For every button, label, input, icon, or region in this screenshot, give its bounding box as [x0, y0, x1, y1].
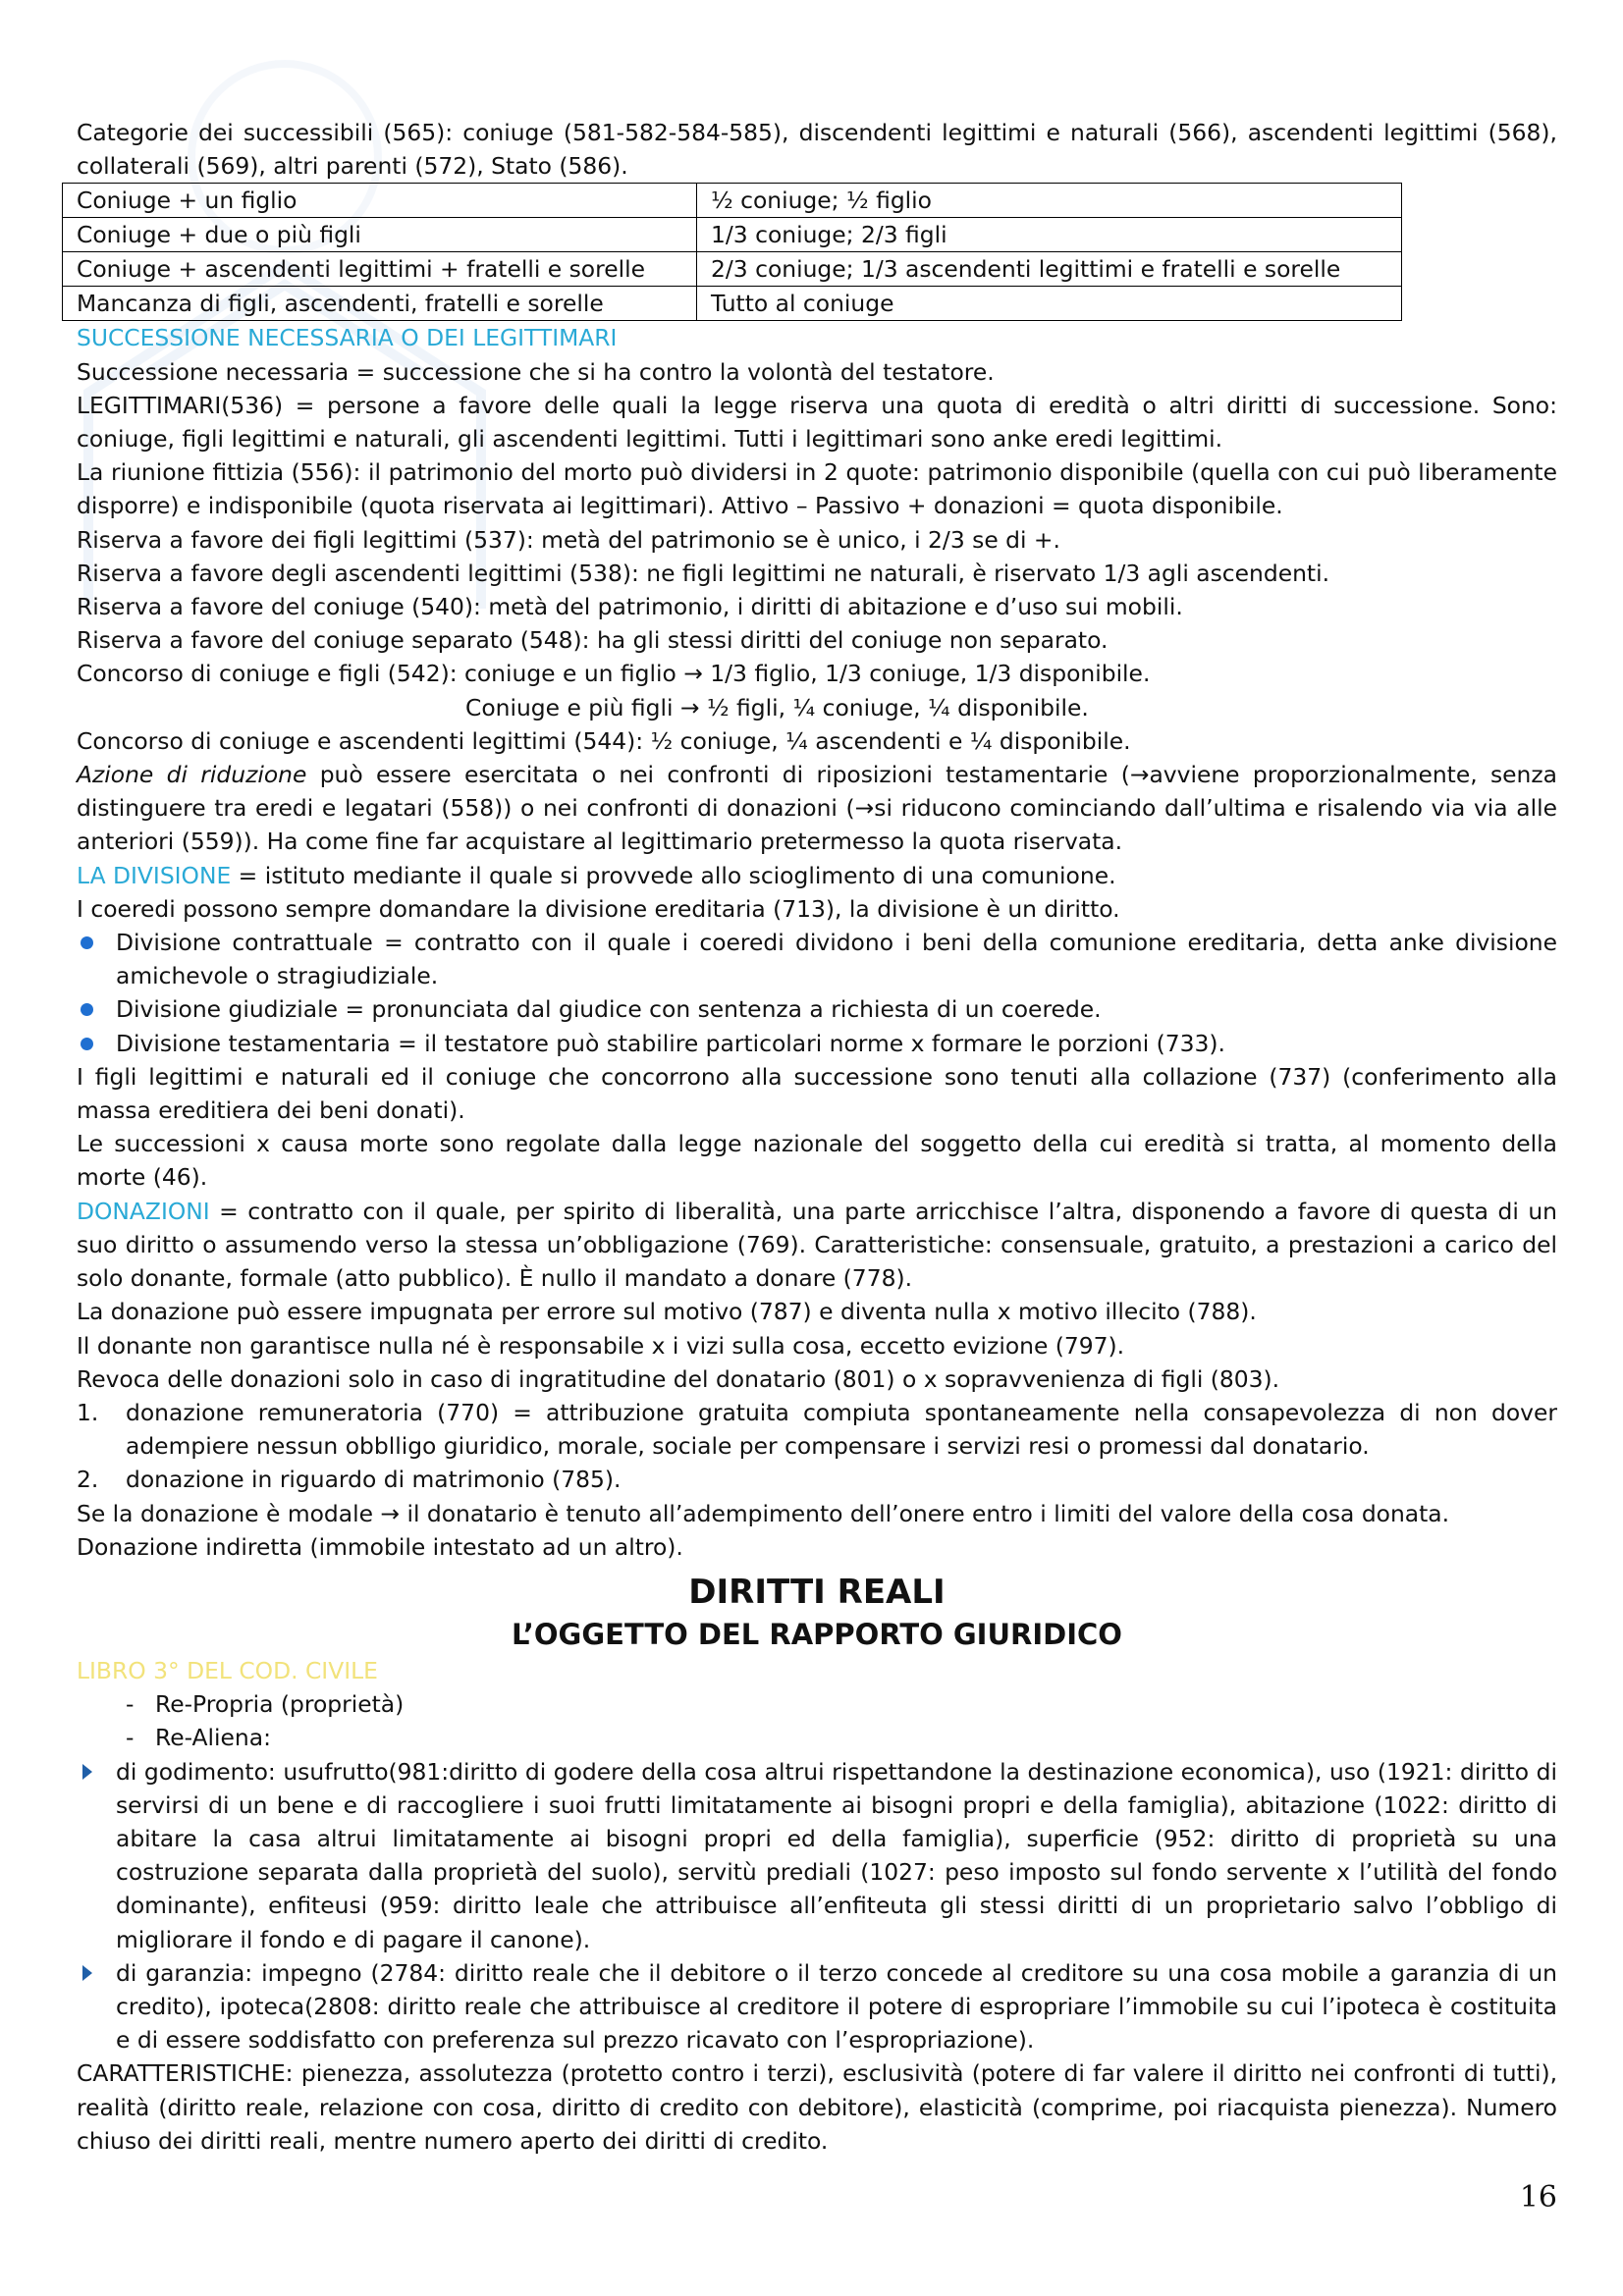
paragraph: CARATTERISTICHE: pienezza, assolutezza (protetto contro i terzi), esclusività (potere di far valere il diritto nei confronti di tutti), realità (diritto reale, relazione con cosa, diritto di credito con debitore), elasticità (comprime, poi riacquista pienezza). Numero chiuso dei diritti reali, mentre numero aperto dei diritti di credito. [77, 2059, 1557, 2155]
riduzione-label: Azione di riduzione [77, 761, 307, 789]
list-item [77, 1027, 1557, 1060]
list-item [77, 1755, 1557, 1956]
paragraph: Riserva a favore degli ascendenti legittimi (538): ne figli legittimi ne naturali, è riservato 1/3 agli ascendenti. [77, 559, 1330, 587]
table-cell: Tutto al coniuge [697, 287, 1402, 321]
list-item-text: Re-Propria (proprietà) [155, 1690, 405, 1719]
libro-label: LIBRO 3° DEL COD. CIVILE [77, 1656, 378, 1684]
document-page [77, 116, 1557, 2158]
intro-paragraph: Categorie dei successibili (565): coniuge (581-582-584-585), discendenti legittimi e naturali (566), ascendenti legittimi (568), collaterali (569), altri parenti (572), Stato (586). [77, 119, 1557, 181]
list-item-text: Divisione giudiziale = pronunciata dal giudice con sentenza a richiesta di un coerede. [116, 995, 1102, 1024]
list-number: 2. [77, 1466, 99, 1494]
re-list [77, 1687, 1557, 1754]
paragraph: Riserva a favore del coniuge separato (548): ha gli stessi diritti del coniuge non separato. [77, 626, 1109, 655]
triangle-bullet-icon [82, 1764, 92, 1780]
paragraph: Successione necessaria = successione che si ha contro la volontà del testatore. [77, 357, 995, 386]
centered-line: Coniuge e più figli → ½ figli, ¼ coniuge, ¼ disponibile. [465, 693, 1089, 721]
diritti-list [77, 1755, 1557, 2057]
donazioni-definition: = contratto con il quale, per spirito di liberalità, una parte arricchisce l’altra, disponendo a favore di questa di un suo diritto o assumendo verso la stessa un’obbligazione (769). Caratteristiche: consensuale, gratuito, a prestazioni a carico del solo donante, formale (atto pubblico). È nullo il mandato a donare (778). [77, 1197, 1557, 1293]
list-item [126, 1721, 1557, 1754]
paragraph: Se la donazione è modale → il donatario è tenuto all’adempimento dell’onere entro i limiti del valore della cosa donata. [77, 1499, 1450, 1527]
paragraph: Revoca delle donazioni solo in caso di ingratitudine del donatario (801) o x sopravvenienza di figli (803). [77, 1364, 1280, 1393]
table-cell: Coniuge + un figlio [63, 184, 697, 218]
paragraph: Riserva a favore dei figli legittimi (537): metà del patrimonio se è unico, i 2/3 se di +. [77, 525, 1060, 554]
section-subtitle: L’OGGETTO DEL RAPPORTO GIURIDICO [512, 1617, 1122, 1651]
paragraph: La donazione può essere impugnata per errore sul motivo (787) e diventa nulla x motivo illecito (788). [77, 1298, 1257, 1326]
bullet-icon [81, 1003, 93, 1016]
list-item-text: Divisione testamentaria = il testatore può stabilire particolari norme x formare le porzioni (733). [116, 1029, 1225, 1057]
table-cell: 2/3 coniuge; 1/3 ascendenti legittimi e fratelli e sorelle [697, 252, 1402, 287]
section-heading-successione: SUCCESSIONE NECESSARIA O DEI LEGITTIMARI [77, 324, 618, 352]
list-item-text: donazione remuneratoria (770) = attribuzione gratuita compiuta spontaneamente nella consapevolezza di non dover adempiere nessun obblligo giuridico, morale, sociale per compensare i servizi resi o promessi dal donatario. [126, 1398, 1557, 1461]
list-item-text: di godimento: usufrutto(981:diritto di godere della cosa altrui rispettandone la destinazione economica), uso (1921: diritto di servirsi di un bene e di raccogliere i suoi frutti limitatamente ai bisogni propri e della famiglia), abitazione (1022: diritto di abitare la casa altrui limitatamente ai bisogni propri ed della famiglia), superficie (952: diritto di proprietà su una costruzione separata dalla proprietà del suolo), servitù prediali (1027: peso imposto sul fondo servente x l’utilità del fondo dominante), enfiteusi (959: diritto leale che attribuisce all’enfiteuta gli stessi diritti di un proprietario salvo l’obbligo di migliorare il fondo e di pagare il canone). [116, 1757, 1557, 1953]
section-title-diritti-reali: DIRITTI REALI [688, 1572, 946, 1612]
table-row [63, 184, 1402, 218]
list-item [77, 992, 1557, 1026]
list-item [77, 1463, 1557, 1496]
paragraph: Le successioni x causa morte sono regolate dalla legge nazionale del soggetto della cui eredità si tratta, al momento della morte (46). [77, 1130, 1557, 1192]
list-item [126, 1687, 1557, 1721]
list-item [77, 926, 1557, 992]
paragraph: Il donante non garantisce nulla né è responsabile x i vizi sulla cosa, eccetto evizione (797). [77, 1331, 1125, 1360]
paragraph: Riserva a favore del coniuge (540): metà del patrimonio, i diritti di abitazione e d’uso sui mobili. [77, 593, 1183, 621]
riduzione-paragraph [77, 758, 1557, 859]
table-cell: Coniuge + due o più figli [63, 218, 697, 252]
triangle-bullet-icon [82, 1965, 92, 1981]
list-item [77, 1396, 1557, 1463]
table-cell: ½ coniuge; ½ figlio [697, 184, 1402, 218]
dash-marker: - [126, 1690, 135, 1719]
list-item-text: di garanzia: impegno (2784: diritto reale che il debitore o il terzo concede al creditore su una cosa mobile a garanzia di un credito), ipoteca(2808: diritto reale che attribuisce al creditore il potere di espropriare l’immobile su cui l’ipoteca è costituita e di essere soddisfatto con preferenza sul prezzo ricavato con l’espropriazione). [116, 1958, 1557, 2055]
table-row [63, 287, 1402, 321]
list-item-text: Re-Aliena: [155, 1724, 271, 1752]
donazioni-numbered-list [77, 1396, 1557, 1497]
section-heading-donazioni: DONAZIONI [77, 1197, 210, 1225]
page-number: 16 [1519, 2180, 1557, 2215]
section-heading-divisione: LA DIVISIONE [77, 861, 232, 889]
inheritance-table [62, 183, 1402, 321]
paragraph: Concorso di coniuge e figli (542): coniuge e un figlio → 1/3 figlio, 1/3 coniuge, 1/3 disponibile. [77, 660, 1151, 688]
list-item-text: Divisione contrattuale = contratto con il quale i coeredi dividono i beni della comunione ereditaria, detta anke divisione amichevole o stragiudiziale. [116, 929, 1557, 990]
list-item-text: donazione in riguardo di matrimonio (785). [126, 1466, 622, 1494]
list-number: 1. [77, 1398, 99, 1426]
bullet-icon [81, 936, 93, 949]
dash-marker: - [126, 1724, 135, 1752]
donazioni-paragraph [77, 1195, 1557, 1296]
paragraph: I coeredi possono sempre domandare la divisione ereditaria (713), la divisione è un diritto. [77, 894, 1120, 923]
paragraph: Donazione indiretta (immobile intestato ad un altro). [77, 1532, 683, 1561]
table-cell: 1/3 coniuge; 2/3 figli [697, 218, 1402, 252]
paragraph: La riunione fittizia (556): il patrimonio del morto può dividersi in 2 quote: patrimonio disponibile (quella con cui può liberamente disporre) e indisponibile (quota riservata ai legittimari). Attivo – Passivo + donazioni = quota disponibile. [77, 458, 1557, 520]
divisione-list [77, 926, 1557, 1060]
table-row [63, 218, 1402, 252]
list-item [77, 1956, 1557, 2057]
paragraph: Concorso di coniuge e ascendenti legittimi (544): ½ coniuge, ¼ ascendenti e ¼ disponibile. [77, 726, 1131, 755]
divisione-paragraph [77, 859, 1557, 892]
paragraph: LEGITTIMARI(536) = persone a favore delle quali la legge riserva una quota di eredità o altri diritti di successione. Sono: coniuge, figli legittimi e naturali, gli ascendenti legittimi. Tutti i legittimari sono anke eredi legittimi. [77, 391, 1557, 454]
table-cell: Mancanza di figli, ascendenti, fratelli e sorelle [63, 287, 697, 321]
bullet-icon [81, 1038, 93, 1050]
divisione-definition: = istituto mediante il quale si provvede allo scioglimento di una comunione. [231, 861, 1116, 889]
riduzione-text: può essere esercitata o nei confronti di riposizioni testamentarie (→avviene proporzionalmente, senza distinguere tra eredi e legatari (558)) o nei confronti di donazioni (→si riducono cominciando dall’ultima e risalendo via via alle anteriori (559)). Ha come fine far acquistare al legittimario pretermesso la quota riservata. [77, 761, 1557, 856]
paragraph: I figli legittimi e naturali ed il coniuge che concorrono alla successione sono tenuti alla collazione (737) (conferimento alla massa ereditiera dei beni donati). [77, 1062, 1557, 1125]
table-row [63, 252, 1402, 287]
table-cell: Coniuge + ascendenti legittimi + fratelli e sorelle [63, 252, 697, 287]
